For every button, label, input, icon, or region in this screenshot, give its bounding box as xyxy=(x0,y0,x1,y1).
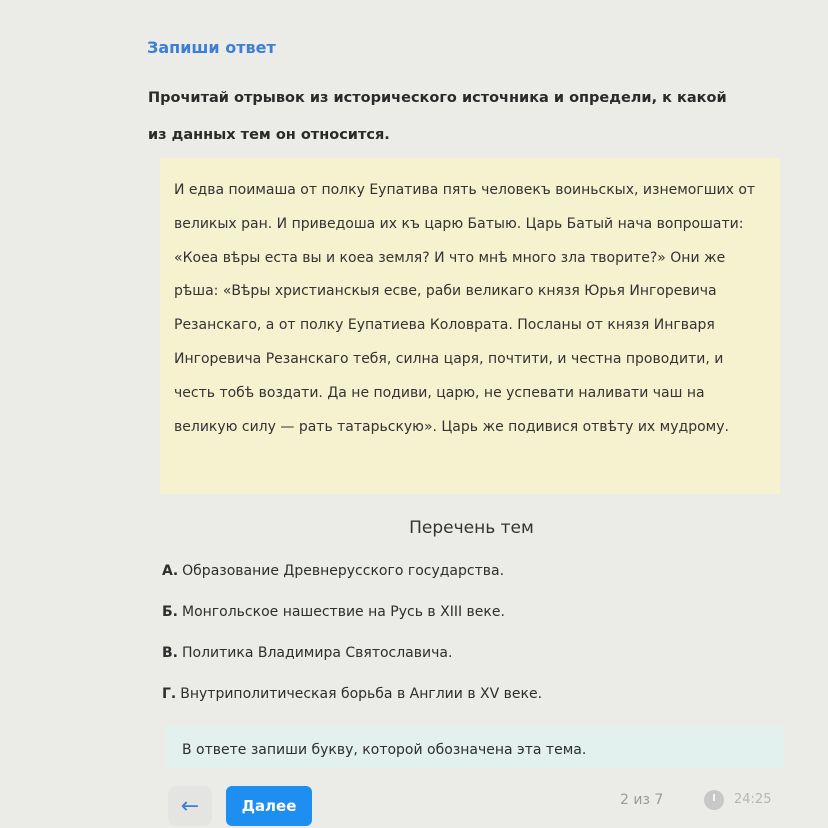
topic-letter: А. xyxy=(162,563,179,579)
topic-list xyxy=(162,558,762,722)
topic-item-v xyxy=(162,640,762,681)
arrow-left-icon: ← xyxy=(180,793,200,819)
next-button[interactable]: Далее xyxy=(226,786,312,826)
topic-item-a xyxy=(162,558,762,599)
topic-item-b xyxy=(162,599,762,640)
topic-item-g xyxy=(162,681,762,722)
clock-icon xyxy=(704,790,724,810)
source-excerpt-text: И едва поимаша от полку Еупатива пять человекъ воиньскых, изнемогших от великых ран. И приведоша их къ царю Батыю. Царь Батый нача вопрошати: «Коеа вѣры еста вы и коеа земля? И что мнѣ много зла творите?» Они же рѣша: «Вѣры христианскыя есве, раби великаго князя Юрья Ингоревича Резанскаго, а от полку Еупатиева Коловрата. Посланы от князя Ингваря Ингоревича Резанскаго тебя, силна царя, почтити, и честна проводити, и честь тобѣ воздати. Да не подиви, царю, не успевати наливати чаш на великую силу — рать татарьскую». Царь же подивися отвѣту их мудрому. xyxy=(174,182,756,435)
topic-text: Образование Древнерусского государства. xyxy=(182,563,505,579)
source-excerpt-box xyxy=(160,158,780,494)
topic-letter: Г. xyxy=(162,686,177,702)
topics-title: Перечень тем xyxy=(409,518,534,538)
back-button[interactable] xyxy=(168,786,212,826)
task-instruction: Прочитай отрывок из исторического источника и определи, к какой из данных тем он относится. xyxy=(148,90,727,143)
topic-text: Политика Владимира Святославича. xyxy=(182,645,453,661)
topic-text: Монгольское нашествие на Русь в XIII веке. xyxy=(182,604,505,620)
page-counter: 2 из 7 xyxy=(620,792,664,808)
topic-letter: В. xyxy=(162,645,178,661)
answer-hint: В ответе запиши букву, которой обозначена эта тема. xyxy=(182,742,587,758)
page-title: Запиши ответ xyxy=(147,38,276,57)
topic-text: Внутриполитическая борьба в Англии в XV веке. xyxy=(180,686,543,702)
timer: 24:25 xyxy=(734,792,772,807)
topic-letter: Б. xyxy=(162,604,178,620)
